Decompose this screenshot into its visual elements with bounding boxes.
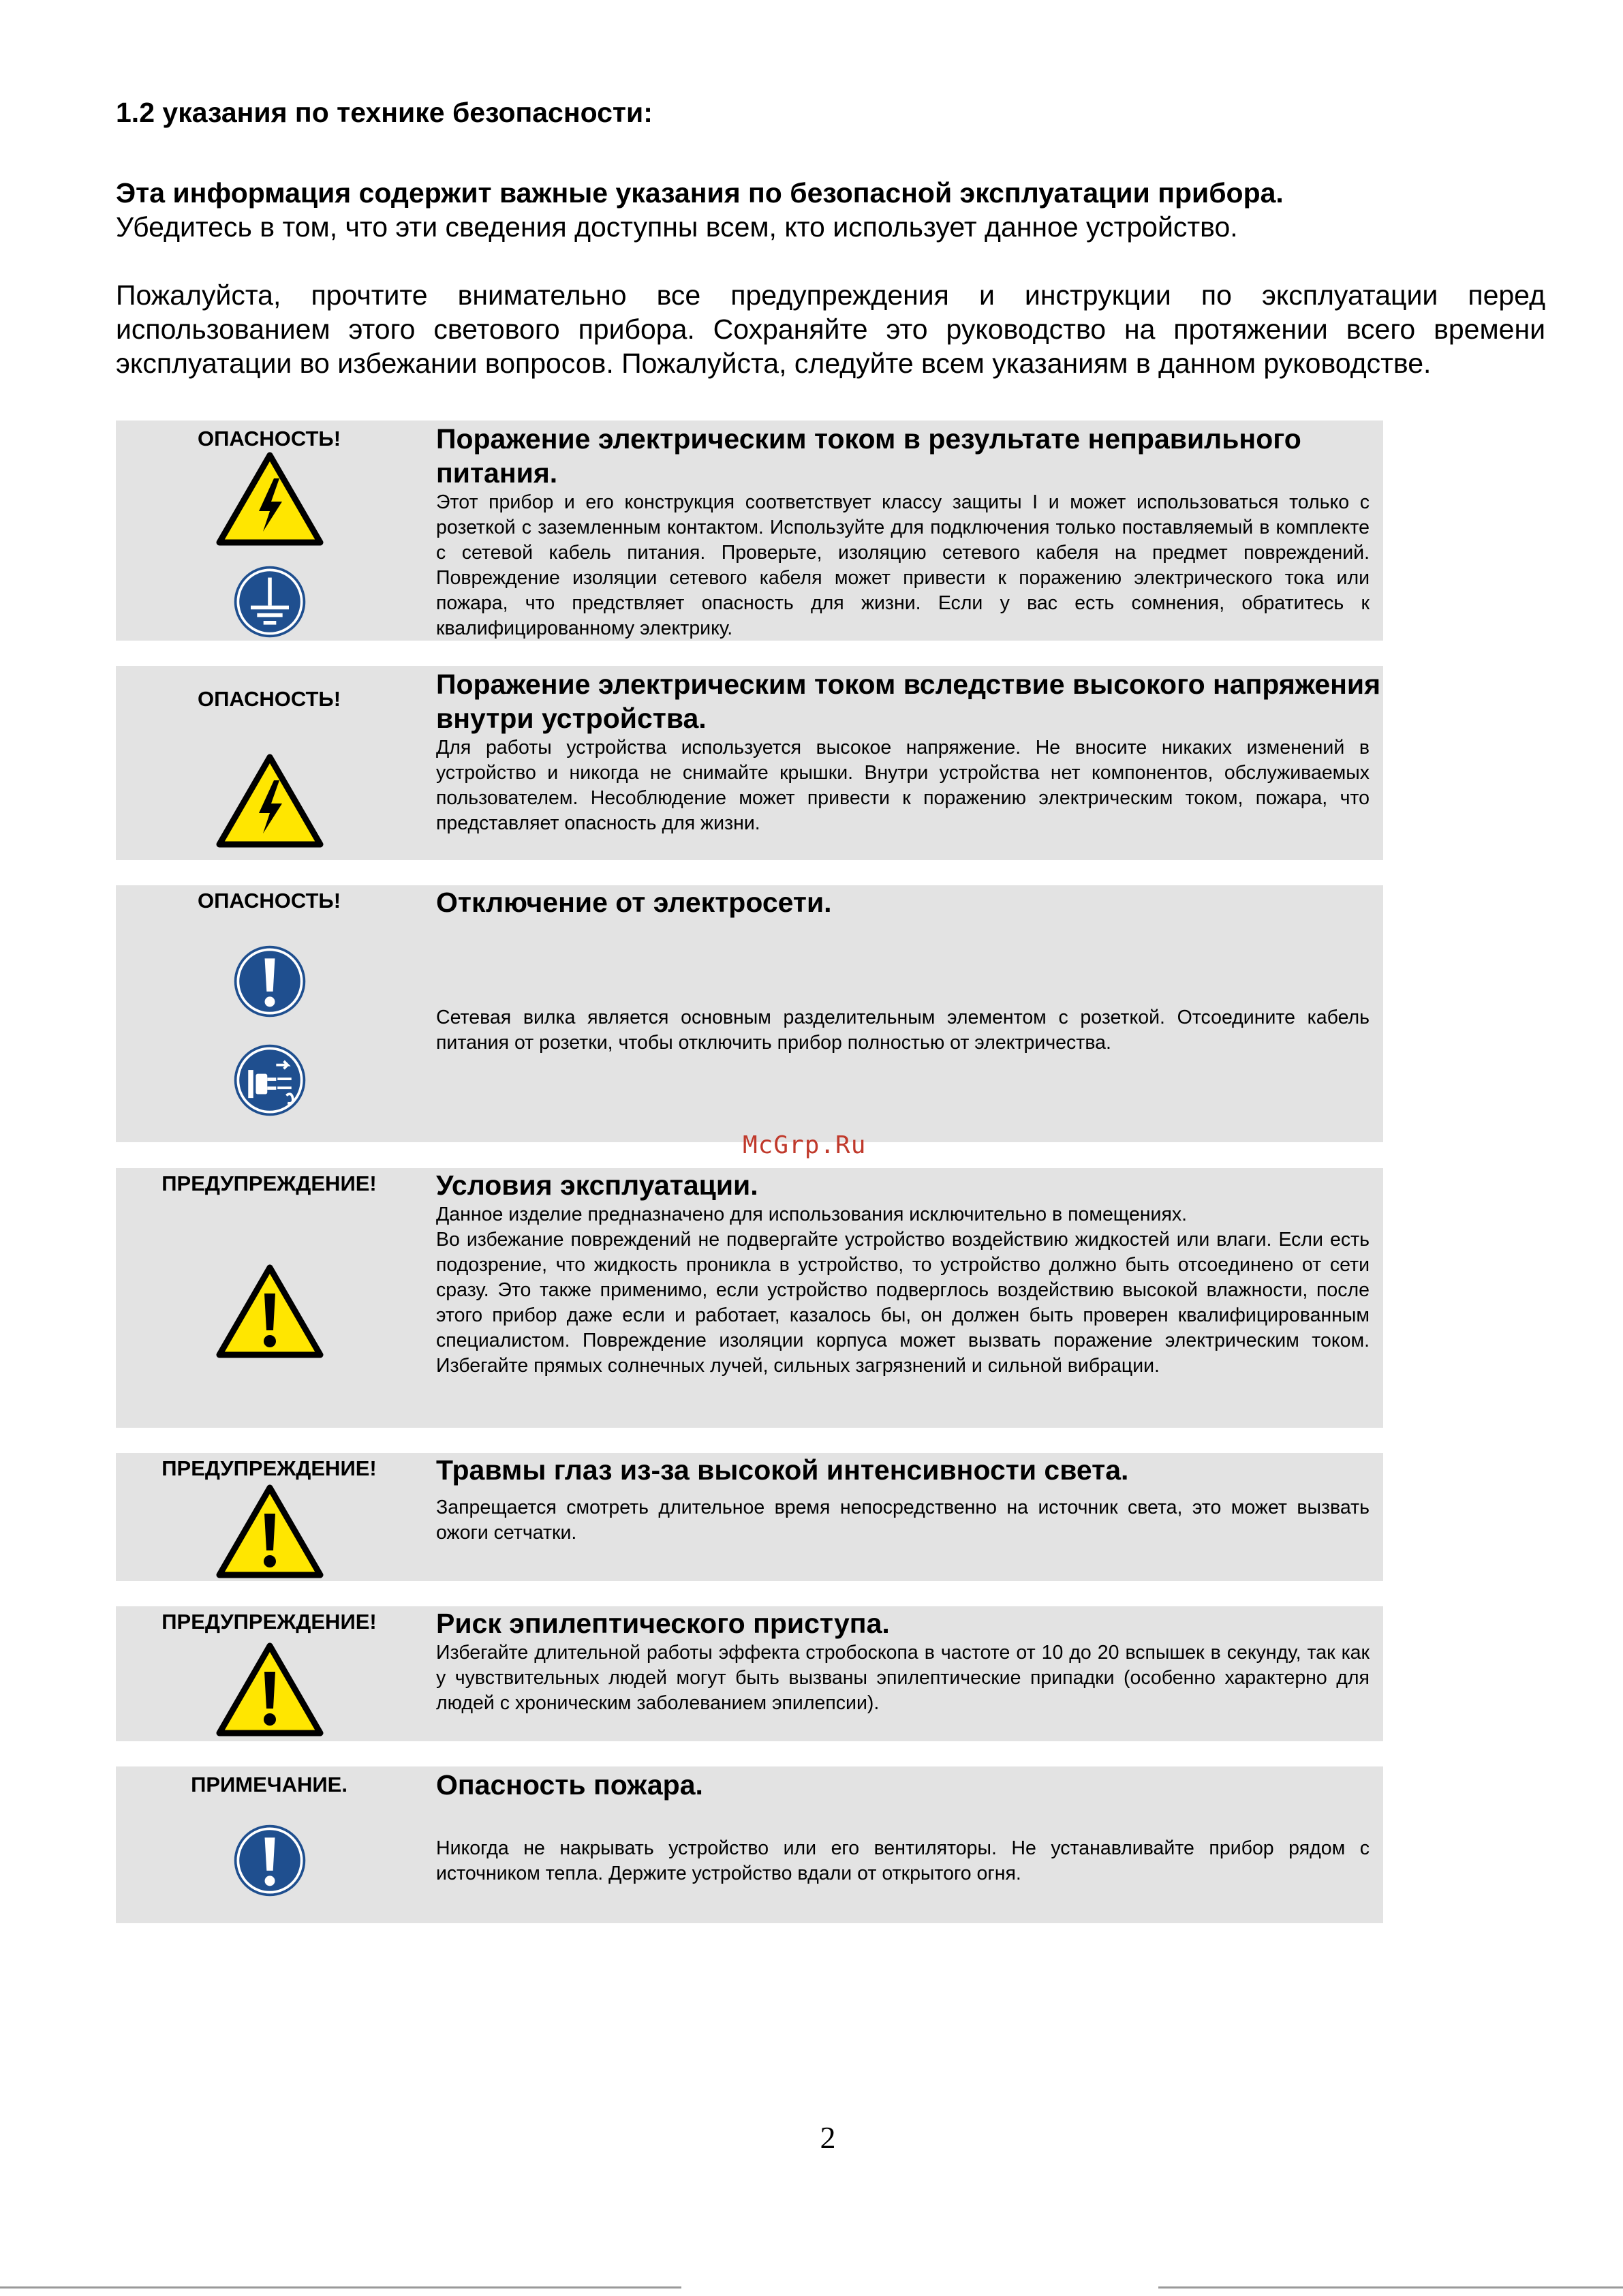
notice-heading: Опасность пожара. [436,1769,703,1801]
notice-heading: Риск эпилептического приступа. [436,1608,890,1639]
notice-heading: Условия эксплуатации. [436,1169,758,1201]
mandatory-exclamation-icon [232,1822,308,1899]
notice-operating-conditions [116,1168,1383,1428]
notice-heading: Травмы глаз из-за высокой интенсивности света. [436,1454,1129,1486]
notice-body: Никогда не накрывать устройство или его вентиляторы. Не устанавливайте прибор рядом с источником тепла. Держите устройство вдали от открытого огня. [436,1837,1370,1884]
notice-label: ОПАСНОСТЬ! [197,687,341,711]
intro-bold-line: Эта информация содержит важные указания по безопасной эксплуатации прибора. [116,177,1284,209]
notice-body: Избегайте длительной работы эффекта стробоскопа в частоте от 10 до 20 вспышек в секунду, так как у чувствительных людей могут быть вызваны эпилептические припадки (особенно характерно для людей с хроническим заболеванием эпилепсии). [436,1642,1370,1714]
notice-heading: Поражение электрическим током в результате неправильного питания. [436,423,1301,489]
notice-body: Для работы устройства используется высокое напряжение. Не вносите никаких изменений в устройство и никогда не снимайте крышки. Внутри устройства нет компонентов, обслуживаемых пользователем. Несоблюдение может привести к поражению электрическим током, пожара, что представляет опасность для жизни. [436,737,1370,834]
intro [116,176,1545,380]
ground-earth-icon [232,564,308,640]
intro-line: Убедитесь в том, что эти сведения доступны всем, кто использует данное устройство. [116,211,1238,243]
intro-paragraph: Пожалуйста, прочтите внимательно все предупреждения и инструкции по эксплуатации перед использованием этого светового прибора. Сохраняйте это руководство на протяжении всего времени эксплуатации во избежании вопросов. Пожалуйста, следуйте всем указаниям в данном руководстве. [116,279,1545,379]
notice-body: Этот прибор и его конструкция соответствует классу защиты I и может использоваться только с розеткой с заземленным контактом. Используйте для подключения только поставляемый в комплекте с сетевой кабель питания. Проверьте, изоляцию сетевого кабеля на предмет повреждений. Повреждение изоляции сетевого кабеля может привести к поражению электрического тока или пожара, что предствляет опасность для жизни. Если у вас есть сомнения, обратитесь к квалифицированному электрику. [436,491,1370,639]
disconnect-plug-icon [232,1042,308,1118]
bottom-rule-right [1158,2286,1623,2289]
general-warning-icon [215,1264,324,1359]
notice-body: Данное изделие предназначено для использования исключительно в помещениях. Во избежание повреждений не подвергайте устройство воздействию жидкостей или влаги. Если есть подозрение, что жидкость проникла в устройство, то устройство должно быть отсоединено от сети сразу. Это также применимо, если устройство подверглось воздействию высокой влажности, после этого прибор даже если и работает, казалось бы, он должен быть проверен квалифицированным специалистом. Повреждение изоляции корпуса может вызвать поражение электрическим током. Избегайте прямых солнечных лучей, сильных загрязнений и сильной вибрации. [436,1204,1370,1377]
bottom-rule [0,2286,681,2289]
page-number: 2 [820,2120,836,2155]
notice-heading: Поражение электрическим током вследствие высокого напряжения внутри устройства. [436,669,1381,734]
notice-heading: Отключение от электросети. [436,887,832,918]
notice-fire-hazard [116,1766,1383,1923]
notice-label: ОПАСНОСТЬ! [197,427,341,450]
notice-electric-shock-power [116,420,1383,641]
notice-body: Сетевая вилка является основным разделительным элементом с розеткой. Отсоедините кабель питания от розетки, чтобы отключить прибор полностью от электричества. [436,1007,1370,1054]
notice-body: Запрещается смотреть длительное время непосредственно на источник света, это может вызвать ожоги сетчатки. [436,1497,1370,1544]
notice-disconnect-mains [116,885,1383,1142]
notice-eye-injury [116,1453,1383,1581]
notice-epileptic-seizure [116,1606,1383,1741]
notice-label: ПРИМЕЧАНИЕ. [191,1773,347,1796]
notice-label: ПРЕДУПРЕЖДЕНИЕ! [161,1456,377,1480]
notice-high-voltage-inside [116,666,1383,860]
general-warning-icon [215,1642,324,1737]
notice-label: ПРЕДУПРЕЖДЕНИЕ! [161,1172,377,1195]
high-voltage-warning-icon [215,451,324,547]
high-voltage-warning-icon [215,753,324,848]
watermark: McGrp.Ru [743,1131,867,1159]
page-title: 1.2 указания по технике безопасности: [116,97,653,128]
general-warning-icon [215,1484,324,1579]
mandatory-exclamation-icon [232,943,308,1020]
notice-label: ПРЕДУПРЕЖДЕНИЕ! [161,1610,377,1634]
notice-label: ОПАСНОСТЬ! [197,889,341,913]
